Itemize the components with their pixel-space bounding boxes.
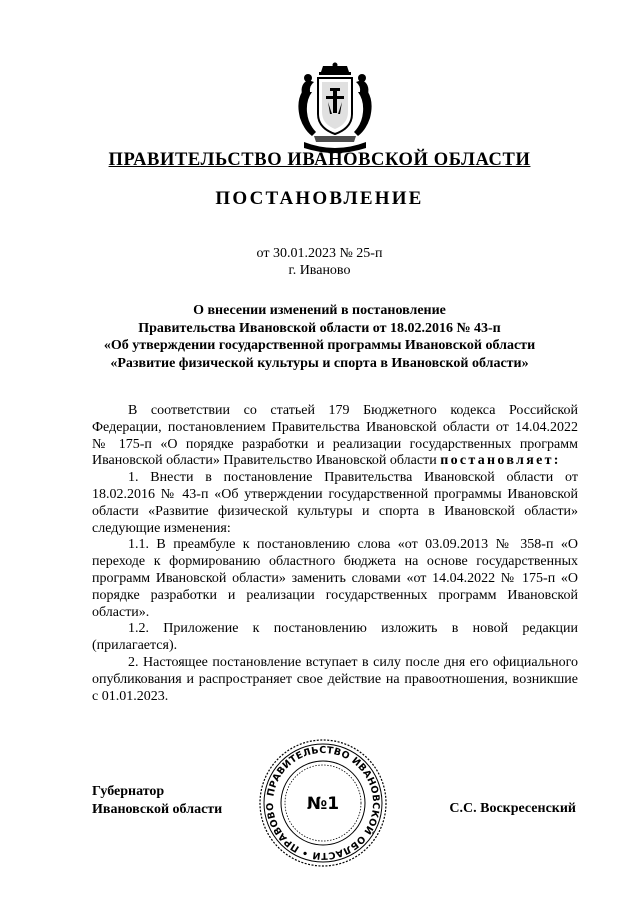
preamble-paragraph [92, 403, 578, 470]
coat-of-arms-icon [290, 62, 380, 158]
subject-line: Правительства Ивановской области от 18.02.2016 № 43-п [138, 320, 501, 336]
city: г. Иваново [288, 263, 351, 278]
seal-number: №1 [306, 794, 340, 814]
subject-line: «Об утверждении государственной программы Ивановской области [103, 338, 536, 353]
organization-title: ПРАВИТЕЛЬСТВО ИВАНОВСКОЙ ОБЛАСТИ [108, 150, 531, 170]
subject-line: «Развитие физической культуры и спорта в Ивановской области» [110, 355, 529, 371]
item-1-1: 1.1. В преамбуле к постановлению слова «от 03.09.2013 № 358-п «О переходе к формированию областного бюджета на основе государственных программ Ивановской области» заменить словами «от 14.04.2022 № 175-п «О порядке разработки и реализации государственных программ Ивановской области». [92, 537, 578, 620]
seal-ring-text: ПРАВИТЕЛЬСТВО ИВАНОВСКОЙ ОБЛАСТИ • ПРАВОВО [264, 744, 382, 862]
preamble-text: В соответствии со статьей 179 Бюджетного кодекса Российской Федерации, постановлением Правительства Ивановской области от 14.04.2022 № 175-п «О порядке разработки и реализации государственных программ Ивановской области» Правительство Ивановской области [92, 403, 578, 469]
signatory-position [92, 783, 222, 818]
item-1: 1. Внести в постановление Правительства Ивановской области от 18.02.2016 № 43-п «Об утверждении государственной программы Ивановской области «Развитие физической культуры и спорта в Ивановской области» следующие изменения: [92, 470, 578, 536]
emblem-icon [290, 62, 380, 158]
document-body [92, 403, 578, 705]
subject-line: О внесении изменений в постановление [193, 303, 446, 318]
item-2: 2. Настоящее постановление вступает в силу после дня его официального опубликования и распространяет свое действие на правоотношения, возникшие с 01.01.2023. [92, 654, 578, 704]
item-1-2: 1.2. Приложение к постановлению изложить в новой редакции (прилагается). [92, 621, 578, 654]
document-subject [60, 302, 579, 372]
date-number: от 30.01.2023 № 25-п [256, 246, 383, 261]
signatory-name: С.С. Воскресенский [449, 801, 576, 816]
document-type: ПОСТАНОВЛЕНИЕ [215, 188, 424, 209]
position-line: Ивановской области [92, 801, 223, 817]
official-seal [257, 737, 389, 869]
decree-word: постановляет: [440, 453, 561, 469]
position-line: Губернатор [92, 784, 165, 799]
